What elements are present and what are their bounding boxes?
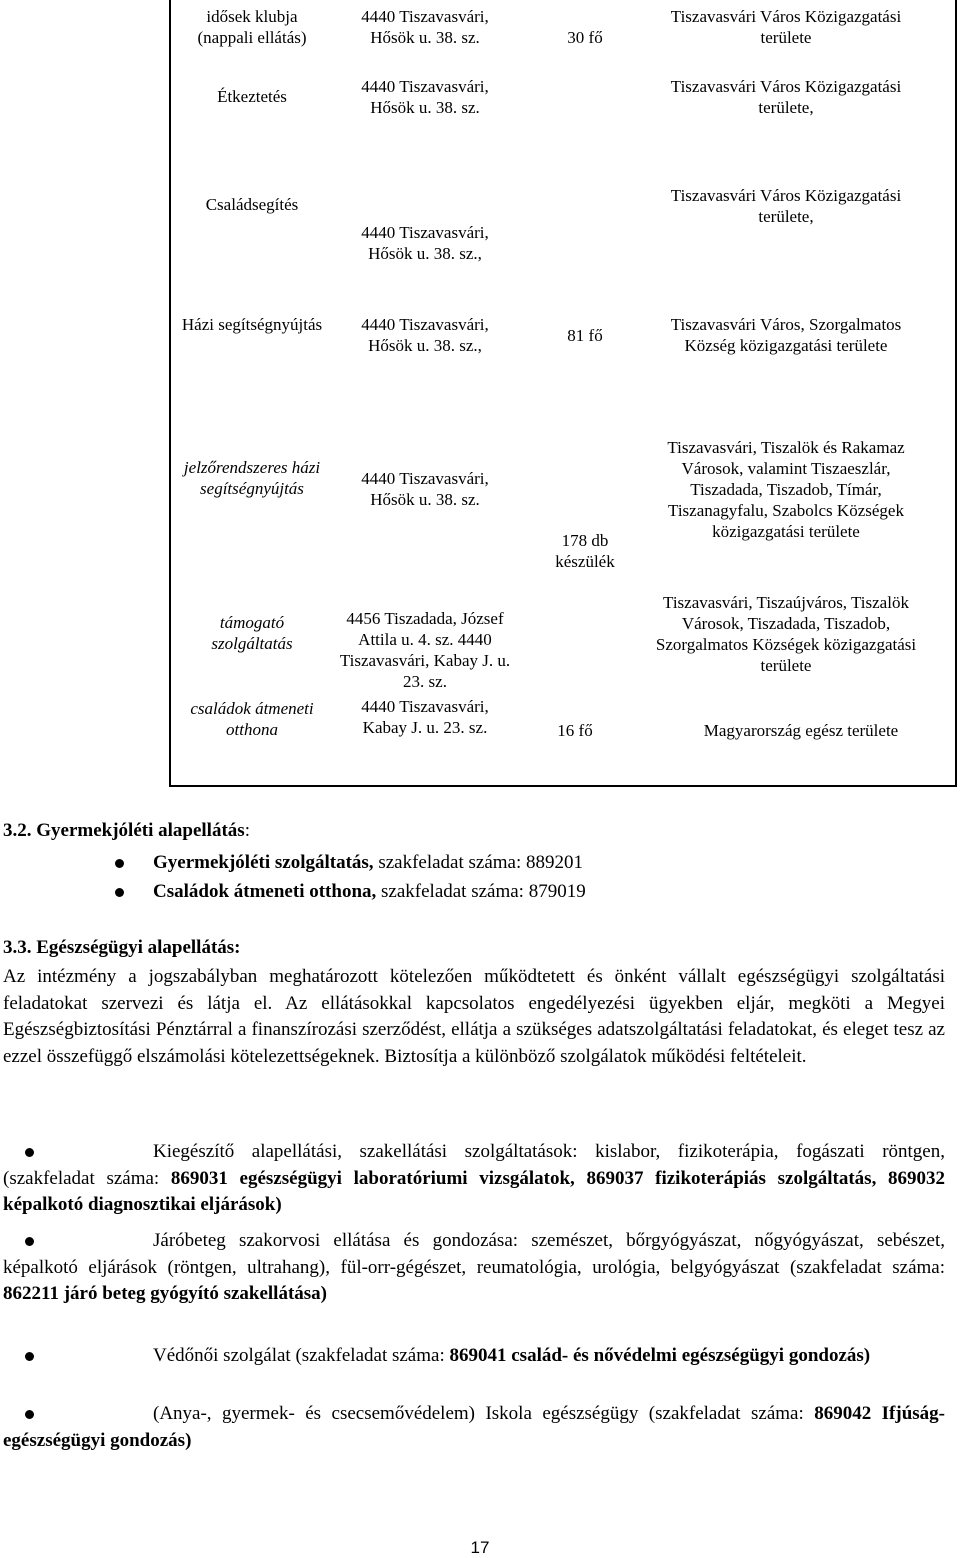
service-cell: Házi segítségnyújtás [181,315,323,334]
section-title-suffix: : [244,820,250,841]
page-number: 17 [470,1538,490,1557]
bullet-bold: 869042 Ifjúság-egészségügyi gondozás) [3,1403,945,1451]
area-cell: Tiszavasvári, Tiszalök és Rakamaz Városok, valamint Tiszaeszlár, Tiszadada, Tiszadob, Tímár, Tiszanagyfalu, Szabolcs Községek közigazgatási területe [667,438,905,541]
address-cell: 4440 Tiszavasvári, Hősök u. 38. sz. [361,7,489,47]
table-bottom-border [169,785,957,787]
service-cell: jelzőrendszeres házi segítségnyújtás [183,458,321,498]
bullet-text: Járóbeteg szakorvosi ellátása és gondozása: szemészet, bőrgyógyászat, nőgyógyászat, sebészet, képalkotó eljárások (röntgen, ultrahang), fül-orr-gégészet, reumatológia, urológia, belgyógyászat (szakfeladat száma: [3,1230,945,1278]
section-title: Egészségügyi alapellátás: [36,937,241,958]
list-item [3,1401,945,1454]
area-cell: Tiszavasvári Város Közigazgatási területe, [670,186,902,226]
section-number: 3.3. [3,937,32,958]
service-cell: Családsegítés [205,195,299,214]
bullet-text: szakfeladat száma: 889201 [373,852,584,873]
area-cell: Tiszavasvári Város Közigazgatási területe, [670,77,902,117]
service-cell: támogató szolgáltatás [211,613,293,653]
area-cell: Magyarország egész területe [703,721,899,740]
section-heading-3-2 [3,819,250,843]
address-cell: 4440 Tiszavasvári, Kabay J. u. 23. sz. [361,697,489,737]
bullet-bold: 862211 járó beteg gyógyító szakellátása) [3,1283,328,1304]
body-paragraph: Az intézmény a jogszabályban meghatározott kötelezően működtetett és önként vállalt egészségügyi szolgáltatási feladatokat szervezi és látja el. Az ellátásokkal kapcsolatos engedélyezési ügyekben eljár, megköti a Megyei Egészségbiztosítási Pénztárral a finanszírozási szerződést, ellátja a szükséges adatszolgáltatási feladatokat, és eleget tesz az ezzel összefüggő elszámolási kötelezettségeknek. Biztosítja a különböző szolgálatok működési feltételeit. [3,966,945,1067]
bullet-text: szakfeladat száma: 879019 [376,881,586,902]
area-cell: Tiszavasvári Város, Szorgalmatos Község közigazgatási területe [670,315,902,355]
list-item [153,851,583,875]
bullet-icon [115,888,124,897]
address-cell: 4440 Tiszavasvári, Hősök u. 38. sz., [361,315,489,355]
list-item [153,880,586,904]
area-cell: Tiszavasvári, Tiszaújváros, Tiszalök Városok, Tiszadada, Tiszadob, Szorgalmatos Községek közigazgatási területe [655,593,917,675]
bullet-bold: 869031 egészségügyi laboratóriumi vizsgálatok, 869037 fizikoterápiás szolgáltatás, 869032 képalkotó diagnosztikai eljárások) [3,1167,945,1215]
section-number: 3.2. [3,820,32,841]
capacity-cell: 30 fő [567,28,603,47]
bullet-text: Kiegészítő alapellátási, szakellátási szolgáltatások: kislabor, fizikoterápia, fogászati röntgen, (szakfeladat száma: [3,1141,945,1189]
capacity-cell: 178 db készülék [555,531,615,571]
area-cell: Tiszavasvári Város Közigazgatási területe [670,7,902,47]
address-cell: 4456 Tiszadada, József Attila u. 4. sz. 4440 Tiszavasvári, Kabay J. u. 23. sz. [339,609,511,691]
service-cell: családok átmeneti otthona [190,699,314,739]
table-right-border [955,0,957,786]
section-heading-3-3 [3,936,241,960]
section-title: Gyermekjóléti alapellátás [36,820,245,841]
bullet-bold: Gyermekjóléti szolgáltatás, [153,852,374,873]
capacity-cell: 81 fő [567,326,603,345]
address-cell: 4440 Tiszavasvári, Hősök u. 38. sz., [361,223,489,263]
list-item [3,1343,945,1370]
bullet-icon [115,859,124,868]
service-cell: idősek klubja (nappali ellátás) [197,7,307,47]
table-left-border [169,0,171,786]
address-cell: 4440 Tiszavasvári, Hősök u. 38. sz. [361,77,489,117]
bullet-text: (Anya-, gyermek- és csecsemővédelem) Iskola egészségügy (szakfeladat száma: [153,1403,815,1424]
bullet-bold: 869041 család- és nővédelmi egészségügyi gondozás) [449,1345,871,1366]
list-item [3,1228,945,1308]
capacity-cell: 16 fő [557,721,593,740]
bullet-bold: Családok átmeneti otthona, [153,881,377,902]
list-item [3,1139,945,1219]
bullet-text: Védőnői szolgálat (szakfeladat száma: [153,1345,450,1366]
service-cell: Étkeztetés [217,87,287,106]
address-cell: 4440 Tiszavasvári, Hősök u. 38. sz. [361,469,489,509]
